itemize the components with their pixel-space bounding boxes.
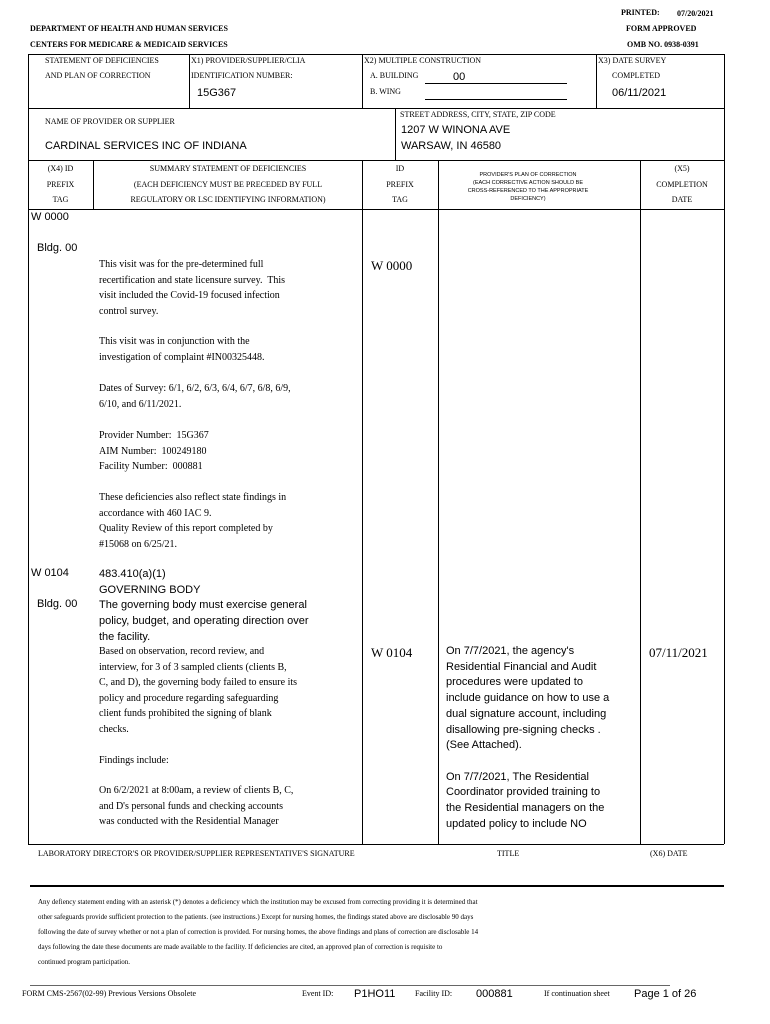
survey-date-value: 06/11/2021 xyxy=(612,87,667,99)
completed-label: COMPLETED xyxy=(612,71,660,80)
printed-label: PRINTED: xyxy=(621,8,660,17)
paragraph-complaint: This visit was in conjunction with the investigation of complaint #IN00325448. xyxy=(99,336,265,363)
tag-w0104-right: W 0104 xyxy=(371,645,413,660)
tag-w0000: W 0000 xyxy=(31,211,69,223)
form-number: FORM CMS-2567(02-99) Previous Versions Obsolete xyxy=(22,989,197,998)
x1-label: X1) PROVIDER/SUPPLIER/CLIA xyxy=(191,56,306,65)
director-signature-label: LABORATORY DIRECTOR'S OR PROVIDER/SUPPLIER REPRESENTATIVE'S SIGNATURE xyxy=(38,849,355,858)
building-tag-2: Bldg. 00 xyxy=(37,598,78,610)
plan-header-1: PROVIDER'S PLAN OF CORRECTION xyxy=(479,172,577,178)
completion-date: 07/11/2021 xyxy=(649,645,708,660)
regulation-text: 483.410(a)(1) GOVERNING BODY The governing body must exercise general policy, budget, and operating direction over the facility. xyxy=(99,568,309,643)
form-approved: FORM APPROVED xyxy=(626,24,697,33)
facility-id-label: Facility ID: xyxy=(415,989,453,998)
x3-label: X3) DATE SURVEY xyxy=(598,56,667,65)
x6-date-label: (X6) DATE xyxy=(650,849,688,858)
building-label: A. BUILDING xyxy=(370,71,419,80)
provider-name-label: NAME OF PROVIDER OR SUPPLIER xyxy=(45,117,175,126)
paragraph-dates: Dates of Survey: 6/1, 6/2, 6/3, 6/4, 6/7, 6/8, 6/9, 6/10, and 6/11/2021. xyxy=(99,383,291,410)
building-tag-1: Bldg. 00 xyxy=(37,242,78,254)
plan-of-correction-label: AND PLAN OF CORRECTION xyxy=(45,71,151,80)
wing-label: B. WING xyxy=(370,87,401,96)
disclaimer-footnote: Any defiency statement ending with an asterisk (*) denotes a deficiency which the institution may be excused from correcting providing it is determined that other safeguards provide sufficient protection to the patients. (see instructions.) Except for nursing homes, the findings stated above are disclosable 90 days following the date of survey whether or not a plan of correction is provided. For nursing homes, the above findings and plans of correction are disclosable 14 days following the date these documents are made available to the facility. If deficiencies are cited, an approved plan of correction is requisite to continued program participation. xyxy=(38,898,479,966)
facility-id-value: 000881 xyxy=(476,988,513,1000)
event-id-label: Event ID: xyxy=(302,989,334,998)
plan-header-2: (EACH CORRECTIVE ACTION SHOULD BE xyxy=(472,180,584,186)
paragraph-findings: Findings include: xyxy=(99,755,169,766)
event-id-value: P1HO11 xyxy=(354,988,396,1000)
street-address-line-1: 1207 W WINONA AVE xyxy=(401,124,511,136)
plan-header-4: DEFICIENCY) xyxy=(510,196,546,202)
provider-name-value: CARDINAL SERVICES INC OF INDIANA xyxy=(45,140,247,152)
x4-prefix-header: PREFIX xyxy=(46,180,75,189)
id-header: ID xyxy=(395,164,405,173)
building-value: 00 xyxy=(453,71,466,83)
summary-header-2: (EACH DEFICIENCY MUST BE PRECEDED BY FULL xyxy=(133,180,323,189)
paragraph-state-findings: These deficiencies also reflect state findings in accordance with 460 IAC 9. Quality Review of this report completed by #15068 on 6/25/21. xyxy=(99,492,287,550)
summary-header-1: SUMMARY STATEMENT OF DEFICIENCIES xyxy=(149,164,307,173)
tag-w0000-right: W 0000 xyxy=(371,258,413,273)
date-header: DATE xyxy=(671,195,693,204)
statement-label: STATEMENT OF DEFICIENCIES xyxy=(45,56,159,65)
x4-id-header: (X4) ID xyxy=(47,164,74,173)
x5-header: (X5) xyxy=(674,164,690,173)
identification-number-label: IDENTIFICATION NUMBER: xyxy=(191,71,293,80)
plan-of-correction-text: On 7/7/2021, the agency's Residential Financial and Audit procedures were updated to include guidance on how to use a dual signature account, including disallowing pre-signing checks . (See Attached). On 7/7/2021, The Residential Coordinator provided training to the Residential managers on the updated policy to include NO xyxy=(446,645,610,830)
paragraph-provider-numbers: Provider Number: 15G367 AIM Number: 100249180 Facility Number: 000881 xyxy=(99,430,209,472)
paragraph-based-on: Based on observation, record review, and interview, for 3 of 3 sampled clients (clients B, C, and D), the governing body failed to ensure its policy and procedure regarding safeguarding client funds prohibited the signing of blank checks. xyxy=(99,646,298,735)
tag-w0104: W 0104 xyxy=(31,567,69,579)
street-address-label: STREET ADDRESS, CITY, STATE, ZIP CODE xyxy=(400,110,556,119)
summary-header-3: REGULATORY OR LSC IDENTIFYING INFORMATION) xyxy=(130,195,326,204)
paragraph-review: On 6/2/2021 at 8:00am, a review of clients B, C, and D's personal funds and checking accounts was conducted with the Residential Manager xyxy=(99,785,294,827)
title-label: TITLE xyxy=(497,849,520,858)
id-tag-header: TAG xyxy=(392,195,408,204)
printed-date: 07/20/2021 xyxy=(677,9,714,18)
x4-tag-header: TAG xyxy=(52,195,69,204)
provider-id-value: 15G367 xyxy=(197,87,237,99)
continuation-label: If continuation sheet xyxy=(544,989,610,998)
x2-label: X2) MULTIPLE CONSTRUCTION xyxy=(364,56,482,65)
paragraph-visit: This visit was for the pre-determined full recertification and state licensure survey. This visit included the Covid-19 focused infection control survey. xyxy=(99,259,286,317)
page-number: Page 1 of 26 xyxy=(634,988,697,1000)
omb-number: OMB NO. 0938-0391 xyxy=(627,40,699,49)
department-title: DEPARTMENT OF HEALTH AND HUMAN SERVICES xyxy=(30,24,228,33)
centers-title: CENTERS FOR MEDICARE & MEDICAID SERVICES xyxy=(30,40,228,49)
id-prefix-header: PREFIX xyxy=(386,180,414,189)
completion-header: COMPLETION xyxy=(656,180,708,189)
street-address-line-2: WARSAW, IN 46580 xyxy=(401,140,502,152)
plan-header-3: CROSS-REFERENCED TO THE APPROPRIATE xyxy=(467,188,589,194)
